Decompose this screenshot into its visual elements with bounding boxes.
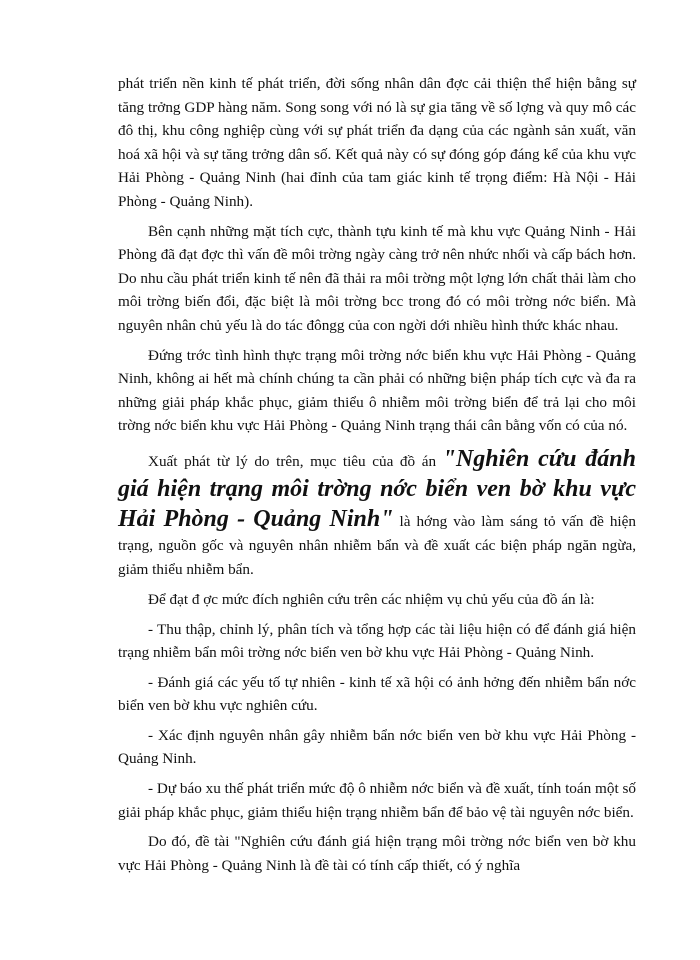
paragraph-situation: Đứng trớc tình hình thực trạng môi trờng nớc biển khu vực Hải Phòng - Quảng Ninh, không ai hết mà chính chúng ta cần phải có những biện pháp tích cực và đa ra những giải pháp khắc phục, giảm thiểu ô nhiễm môi trờng biển để trả lại cho môi trờng nớc biển khu vực Hải Phòng - Quảng Ninh trạng thái cân bằng vốn có của nó. <box>118 346 636 435</box>
task-item: - Đánh giá các yếu tố tự nhiên - kinh tế xã hội có ảnh hởng đến nhiễm bẩn nớc biển ven bờ khu vực nghiên cứu. <box>118 673 636 715</box>
tasks-intro: Để đạt đ ợc mức đích nghiên cứu trên các nhiệm vụ chủ yếu của đồ án là: <box>148 590 595 608</box>
objective-intro: Xuất phát từ lý do trên, mục tiêu của đồ án <box>148 452 443 470</box>
paragraph-environment: Bên cạnh những mặt tích cực, thành tựu kinh tế mà khu vực Quảng Ninh - Hải Phòng đã đạt đợc thì vấn đề môi trờng ngày càng trở nên nhức nhối và cấp bách hơn. Do nhu cầu phát triển kinh tế nên đã thải ra môi trờng một lợng lớn chất thải làm cho môi trờng biến đổi, đặc biệt là môi trờng bcc trong đó có môi trờng nớc biển. Mà nguyên nhân chủ yếu là do tác đôngg của con ngời dới nhiều hình thức khác nhau. <box>118 222 636 334</box>
paragraph-economy: phát triển nền kinh tế phát triển, đời sống nhân dân đợc cải thiện thể hiện bằng sự tăng trởng GDP hàng năm. Song song với nó là sự gia tăng về số lợng và quy mô các đô thị, khu công nghiệp cùng với sự phát triển đa dạng của các ngành sản xuất, văn hoá xã hội và sự tăng trởng dân số. Kết quả này có sự đóng góp đáng kể của khu vực Hải Phòng - Quảng Ninh (hai đỉnh của tam giác kinh tế trọng điểm: Hà Nội - Hải Phòng - Quảng Ninh). <box>118 75 636 210</box>
task-item: - Dự báo xu thế phát triển mức độ ô nhiễm nớc biển và đề xuất, tính toán một số giải pháp khắc phục, giảm thiểu hiện trạng nhiễm bẩn để bảo vệ tài nguyên nớc biển. <box>118 780 636 821</box>
thesis-title: "Nghiên cứu đánh giá hiện trạng môi trờng nớc biển ven bờ khu vực Hải Phòng - Quảng Ninh" <box>118 445 636 532</box>
paragraph-objective <box>118 444 636 582</box>
task-item: - Xác định nguyên nhân gây nhiễm bẩn nớc biển ven bờ khu vực Hải Phòng - Quảng Ninh. <box>118 726 636 768</box>
body-text <box>118 72 636 883</box>
paragraph-closing: Do đó, đề tài "Nghiên cứu đánh giá hiện trạng môi trờng nớc biển ven bờ khu vực Hải Phòng - Quảng Ninh là đề tài có tính cấp thiết, có ý nghĩa <box>118 833 636 874</box>
task-item: - Thu thập, chỉnh lý, phân tích và tổng hợp các tài liệu hiện có để đánh giá hiện trạng nhiễm bẩn môi trờng nớc biển ven bờ khu vực Hải Phòng - Quảng Ninh. <box>118 620 636 662</box>
objective-rest: là hớng vào làm sáng tỏ vấn đề hiện trạng, nguồn gốc và nguyên nhân nhiễm bẩn và đề xuất các biện pháp ngăn ngừa, giảm thiểu nhiễm bẩn. <box>118 512 636 578</box>
